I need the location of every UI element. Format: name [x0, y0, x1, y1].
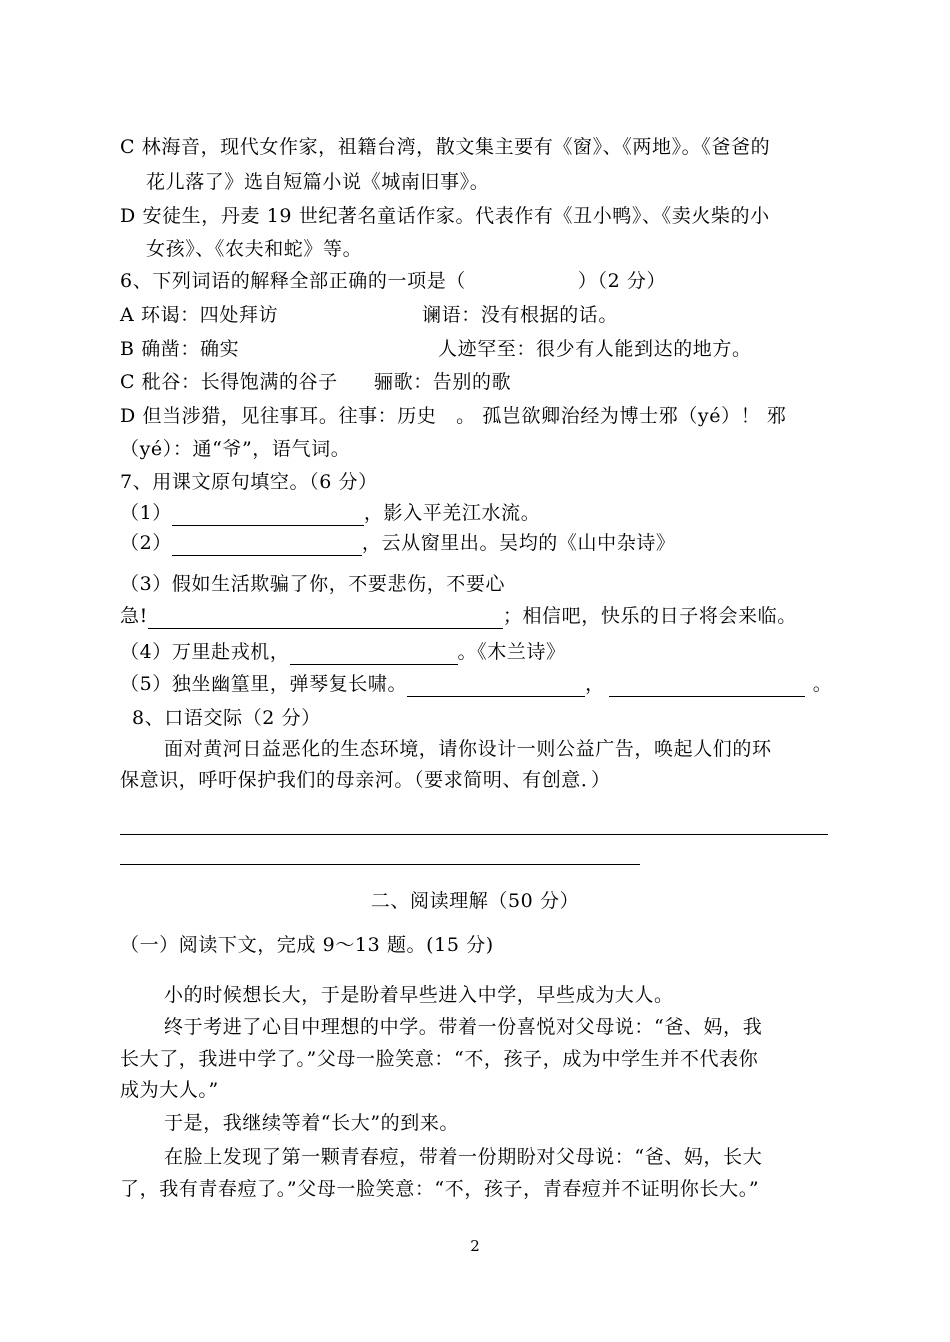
passage-p3: 于是，我继续等着“长大”的到来。 [164, 1112, 460, 1134]
passage-p4-line1: 在脸上发现了第一颗青春痘，带着一份期盼对父母说：“爸、妈，长大 [164, 1146, 763, 1168]
q7-item-1-blank[interactable] [172, 503, 364, 526]
q7-stem: 7、用课文原句填空。（6 分） [120, 471, 378, 493]
q6-score: ）（2 分） [577, 270, 667, 292]
q6-option-b-left: B 确凿：确实 [120, 338, 240, 360]
q7-item-3-line2 [120, 603, 797, 629]
q7-item-2-blank[interactable] [172, 533, 362, 556]
q7-item-3-prefix: 急! [120, 605, 148, 627]
q5-option-c-line1: C 林海音，现代女作家，祖籍台湾，散文集主要有《窗》、《两地》。《爸爸的 [120, 136, 771, 158]
q6-option-b-right: 人迹罕至：很少有人能到达的地方。 [438, 338, 752, 360]
q8-prompt-line2: 保意识，呼吁保护我们的母亲河。（要求简明、有创意．） [120, 769, 611, 791]
q8-answer-line-2[interactable] [120, 864, 640, 865]
q6-option-c [120, 369, 511, 395]
q6-option-c-right: 骊歌：告别的歌 [374, 371, 512, 393]
reading-1-instruction: （一）阅读下文，完成 9～13 题。(15 分) [120, 934, 494, 956]
q7-item-5-blank-1[interactable] [407, 674, 585, 697]
q6-option-b [120, 336, 752, 362]
q7-item-1-text: ，影入平羌江水流。 [363, 502, 541, 524]
q6-stem-text: 6、下列词语的解释全部正确的一项是（ [120, 270, 466, 292]
q7-item-4-text: （4）万里赴戎机， [120, 641, 290, 663]
q7-item-4-blank[interactable] [290, 642, 458, 665]
q8-answer-line-1[interactable] [120, 834, 828, 835]
q6-option-a-left: A 环谒：四处拜访 [120, 304, 279, 326]
q6-stem [120, 268, 666, 294]
q7-item-5-comma: ， [585, 673, 605, 695]
q6-option-d-line2: （yé）：通“爷”，语气词。 [120, 438, 351, 460]
passage-p1: 小的时候想长大，于是盼着早些进入中学，早些成为大人。 [164, 984, 674, 1006]
passage-p4-line2: 了，我有青春痘了。”父母一脸笑意：“不，孩子，青春痘并不证明你长大。” [120, 1178, 760, 1200]
section-title: 二、阅读理解（50 分） [370, 890, 580, 912]
q7-item-4-suffix: 。《木兰诗》 [457, 641, 566, 663]
q7-item-2-number: （2） [120, 532, 172, 554]
q6-option-c-left: C 秕谷：长得饱满的谷子 [120, 371, 338, 393]
q7-item-1-number: （1） [120, 502, 172, 524]
q7-item-5-blank-2[interactable] [609, 674, 805, 697]
q7-item-1 [120, 500, 540, 526]
q6-option-a [120, 302, 618, 328]
q7-item-5-period: 。 [812, 673, 833, 695]
q6-option-a-right: 谰语：没有根据的话。 [422, 304, 619, 326]
q7-item-3-blank[interactable] [148, 606, 503, 629]
passage-p2-line2: 长大了，我进中学了。”父母一脸笑意：“不，孩子，成为中学生并不代表你 [120, 1048, 759, 1070]
q5-option-d-line2: 女孩》、《农夫和蛇》等。 [146, 238, 363, 260]
q5-option-c-line2: 花儿落了》选自短篇小说《城南旧事》。 [146, 171, 490, 193]
q6-option-d-line1: D 但当涉猎，见往事耳。往事：历史 。 孤岂欲卿治经为博士邪（yé）！ 邪 [120, 405, 787, 427]
q7-item-2 [120, 530, 676, 556]
q7-item-5 [120, 671, 832, 697]
page-number: 2 [470, 1237, 480, 1255]
q8-prompt-line1: 面对黄河日益恶化的生态环境，请你设计一则公益广告，唤起人们的环 [164, 738, 772, 760]
passage-p2-line3: 成为大人。” [120, 1079, 219, 1101]
q8-stem: 8、口语交际（2 分） [132, 707, 321, 729]
passage-p2-line1: 终于考进了心目中理想的中学。带着一份喜悦对父母说：“爸、妈，我 [164, 1016, 763, 1038]
q7-item-5-text: （5）独坐幽篁里，弹琴复长啸。 [120, 673, 408, 695]
q5-option-d-line1: D 安徒生，丹麦 19 世纪著名童话作家。代表作有《丑小鸭》、《卖火柴的小 [120, 205, 770, 227]
q7-item-3-line1: （3）假如生活欺骗了你，不要悲伤，不要心 [120, 573, 506, 595]
q7-item-4 [120, 639, 566, 665]
q7-item-2-text: ，云从窗里出。吴均的《山中杂诗》 [361, 532, 676, 554]
q7-item-3-text: ；相信吧，快乐的日子将会来临。 [502, 605, 797, 627]
